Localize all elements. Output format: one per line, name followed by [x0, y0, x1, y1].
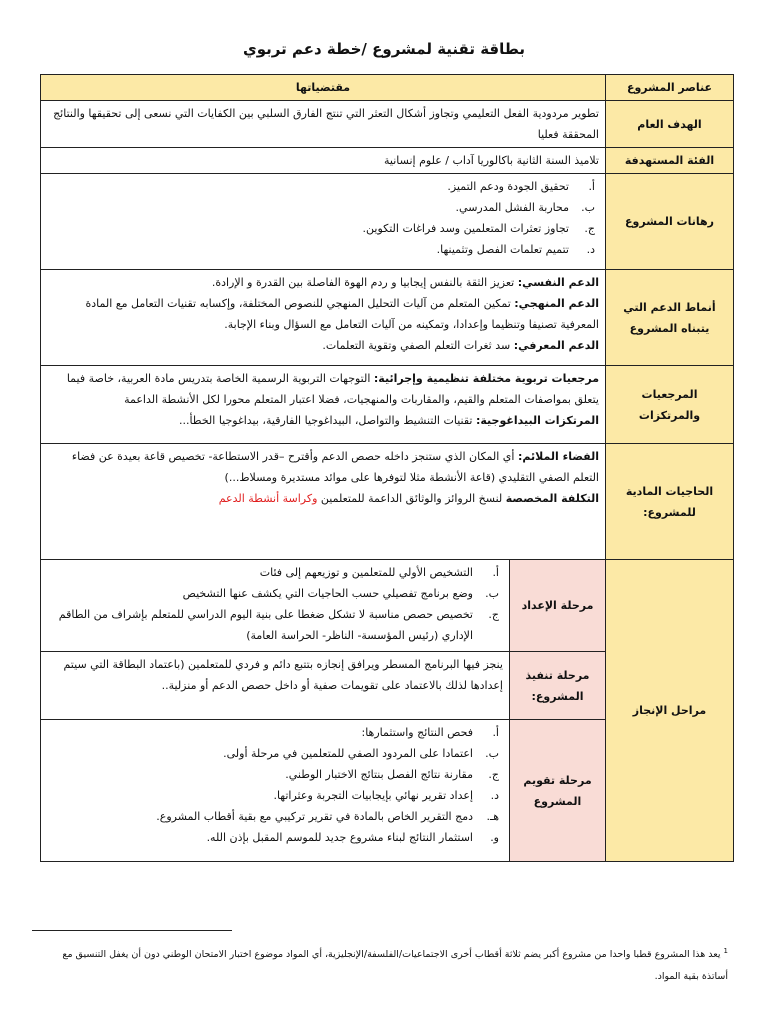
list-item: ج. تجاوز تعثرات المتعلمين وسد فراغات التكوين. [47, 218, 599, 239]
support-method: الدعم المنهجي: تمكين المتعلم من آليات التحليل المنهجي للنصوص المختلفة، وإكسابه تقنيات التعامل مع المادة المعرفية تصنيفا وتنظيما وإعدادا، وتمكينه من آليات التعامل مع السؤال وبناء الإجابة. [85, 297, 599, 331]
table-header-row [41, 75, 734, 101]
list-item: هـ. دمج التقرير الخاص بالمادة في تقرير تركيبي مع بقية أقطاب المشروع. [47, 806, 503, 827]
list-marker: ج. [488, 608, 499, 621]
label-eval: مرحلة تقويم المشروع [510, 720, 606, 862]
support-knowledge: الدعم المعرفي: سد ثغرات التعلم الصفي وتقوية التعلمات. [322, 339, 599, 352]
support-psych: الدعم النفسي: تعزيز الثقة بالنفس إيجابيا و ردم الهوة الفاصلة بين القدرة و الإرادة. [211, 276, 599, 289]
label-target: الفئة المستهدفة [606, 148, 734, 174]
row-stakes [41, 174, 734, 270]
list-item: ج. تخصيص حصص مناسبة لا تشكل ضغطا على بنية اليوم الدراسي للمتعلم بإشراف من الطاقم الإداري (رئيس المؤسسة- الناظر- الحراسة العامة) [47, 604, 503, 646]
label-stages: مراحل الإنجاز [606, 560, 734, 862]
header-requirements: مقتضياتها [41, 75, 606, 101]
label-goal: الهدف العام [606, 101, 734, 148]
eval-list [47, 722, 503, 848]
row-target [41, 148, 734, 174]
footnote-separator [32, 930, 232, 931]
list-marker: د. [490, 789, 499, 802]
label-prep: مرحلة الإعداد [510, 560, 606, 652]
footnote-mark: 1 [723, 947, 728, 955]
list-item: و. استثمار النتائج لبناء مشروع جديد للموسم المقبل بإذن الله. [47, 827, 503, 848]
stakes-list [47, 176, 599, 260]
goal-text: تطوير مردودية الفعل التعليمي وتجاوز أشكال التعثر التي تنتج الفارق السلبي بين الكفايات التي نسعى إلى تحقيقها والنتائج المحققة فعليا [41, 101, 606, 148]
header-elements: عناصر المشروع [606, 75, 734, 101]
list-item: أ. التشخيص الأولي للمتعلمين و توزيعهم إلى فئات [47, 562, 503, 583]
list-item: د. تتميم تعلمات الفصل وتثمينها. [47, 239, 599, 260]
eval-cell [41, 720, 510, 862]
list-marker: و. [490, 831, 499, 844]
list-item: ب. محاربة الفشل المدرسي. [47, 197, 599, 218]
material-space: الفضاء الملائم: أي المكان الذي ستنجز داخله حصص الدعم وأقترح –قدر الاستطاعة- تخصيص قاعة بعيدة عن فضاء التعلم الصفي التقليدي (قاعة الأنشطة مثلا لتوفرها على موائد مستديرة ومسلاط...) [71, 450, 599, 484]
prep-list [47, 562, 503, 646]
row-goal [41, 101, 734, 148]
list-marker: ب. [581, 201, 595, 214]
row-references [41, 366, 734, 444]
label-material: الحاجيات المادية للمشروع: [606, 444, 734, 560]
list-item: ج. مقارنة نتائج الفصل بنتائج الاختبار الوطني. [47, 764, 503, 785]
support-cell [41, 270, 606, 366]
list-marker: أ. [492, 566, 499, 579]
label-support: أنماط الدعم التي يتبناه المشروع [606, 270, 734, 366]
row-support [41, 270, 734, 366]
target-text: تلاميذ السنة الثانية باكالوريا آداب / علوم إنسانية [41, 148, 606, 174]
list-marker: هـ. [486, 810, 499, 823]
references-foundations: المرتكزات البيداغوجية: تقنيات التنشيط والتواصل، البيداغوجيا الفارقية، بيداغوجيا الخطأ... [178, 414, 599, 427]
project-card-table [40, 74, 734, 862]
list-item: أ. فحص النتائج واستثمارها: [47, 722, 503, 743]
list-item: ب. وضع برنامج تفصيلي حسب الحاجيات التي يكشف عنها التشخيص [47, 583, 503, 604]
material-cost: التكلفة المخصصة لنسخ الروائز والوثائق الداعمة للمتعلمين وكراسة أنشطة الدعم [218, 492, 599, 505]
references-cell [41, 366, 606, 444]
prep-cell [41, 560, 510, 652]
footnote-text: يعد هذا المشروع قطبا واحدا من مشروع أكبر يضم ثلاثة أقطاب أخرى الاجتماعيات/الفلسفة/الإنجليزية، أي المواد موضوع اختبار الامتحان الوطني دون أن يغفل التنسيق مع أساتذة بقية المواد. [62, 949, 728, 983]
list-marker: ب. [485, 747, 499, 760]
footnote [38, 940, 728, 988]
exec-text: ينجز فيها البرنامج المسطر ويرافق إنجازه بتتبع دائم و فردي للمتعلمين (باعتماد البطاقة التي سيتم إعدادها لذلك بالاعتماد على تقويمات صفية أو داخل حصص الدعم أو منزلية.. [41, 652, 510, 720]
list-marker: د. [586, 243, 595, 256]
row-material [41, 444, 734, 560]
page-title: بطاقة تقنية لمشروع /خطة دعم تربوي [243, 40, 525, 58]
stakes-cell [41, 174, 606, 270]
references-pedagogical: مرجعيات تربوية مختلفة تنظيمية وإجرائية: التوجهات التربوية الرسمية الخاصة بتدريس مادة العربية، خاصة فيما يتعلق بمواصفات المتعلم والقيم، والمقاربات والمنهجيات، فضلا اعتبار المتعلم محورا لكل الأنشطة الداعمة [66, 372, 599, 406]
label-exec: مرحلة تنفيذ المشروع: [510, 652, 606, 720]
label-references: المرجعيات والمرتكزات [606, 366, 734, 444]
material-cell [41, 444, 606, 560]
list-marker: ج. [488, 768, 499, 781]
list-marker: ج. [584, 222, 595, 235]
list-marker: أ. [492, 726, 499, 739]
list-marker: ب. [485, 587, 499, 600]
label-stakes: رهانات المشروع [606, 174, 734, 270]
row-stage-prep [41, 560, 734, 652]
list-item: د. إعداد تقرير نهائي بإيجابيات التجربة وعثراتها. [47, 785, 503, 806]
list-item: أ. تحقيق الجودة ودعم التميز. [47, 176, 599, 197]
list-marker: أ. [588, 180, 595, 193]
list-item: ب. اعتمادا على المردود الصفي للمتعلمين في مرحلة أولى. [47, 743, 503, 764]
